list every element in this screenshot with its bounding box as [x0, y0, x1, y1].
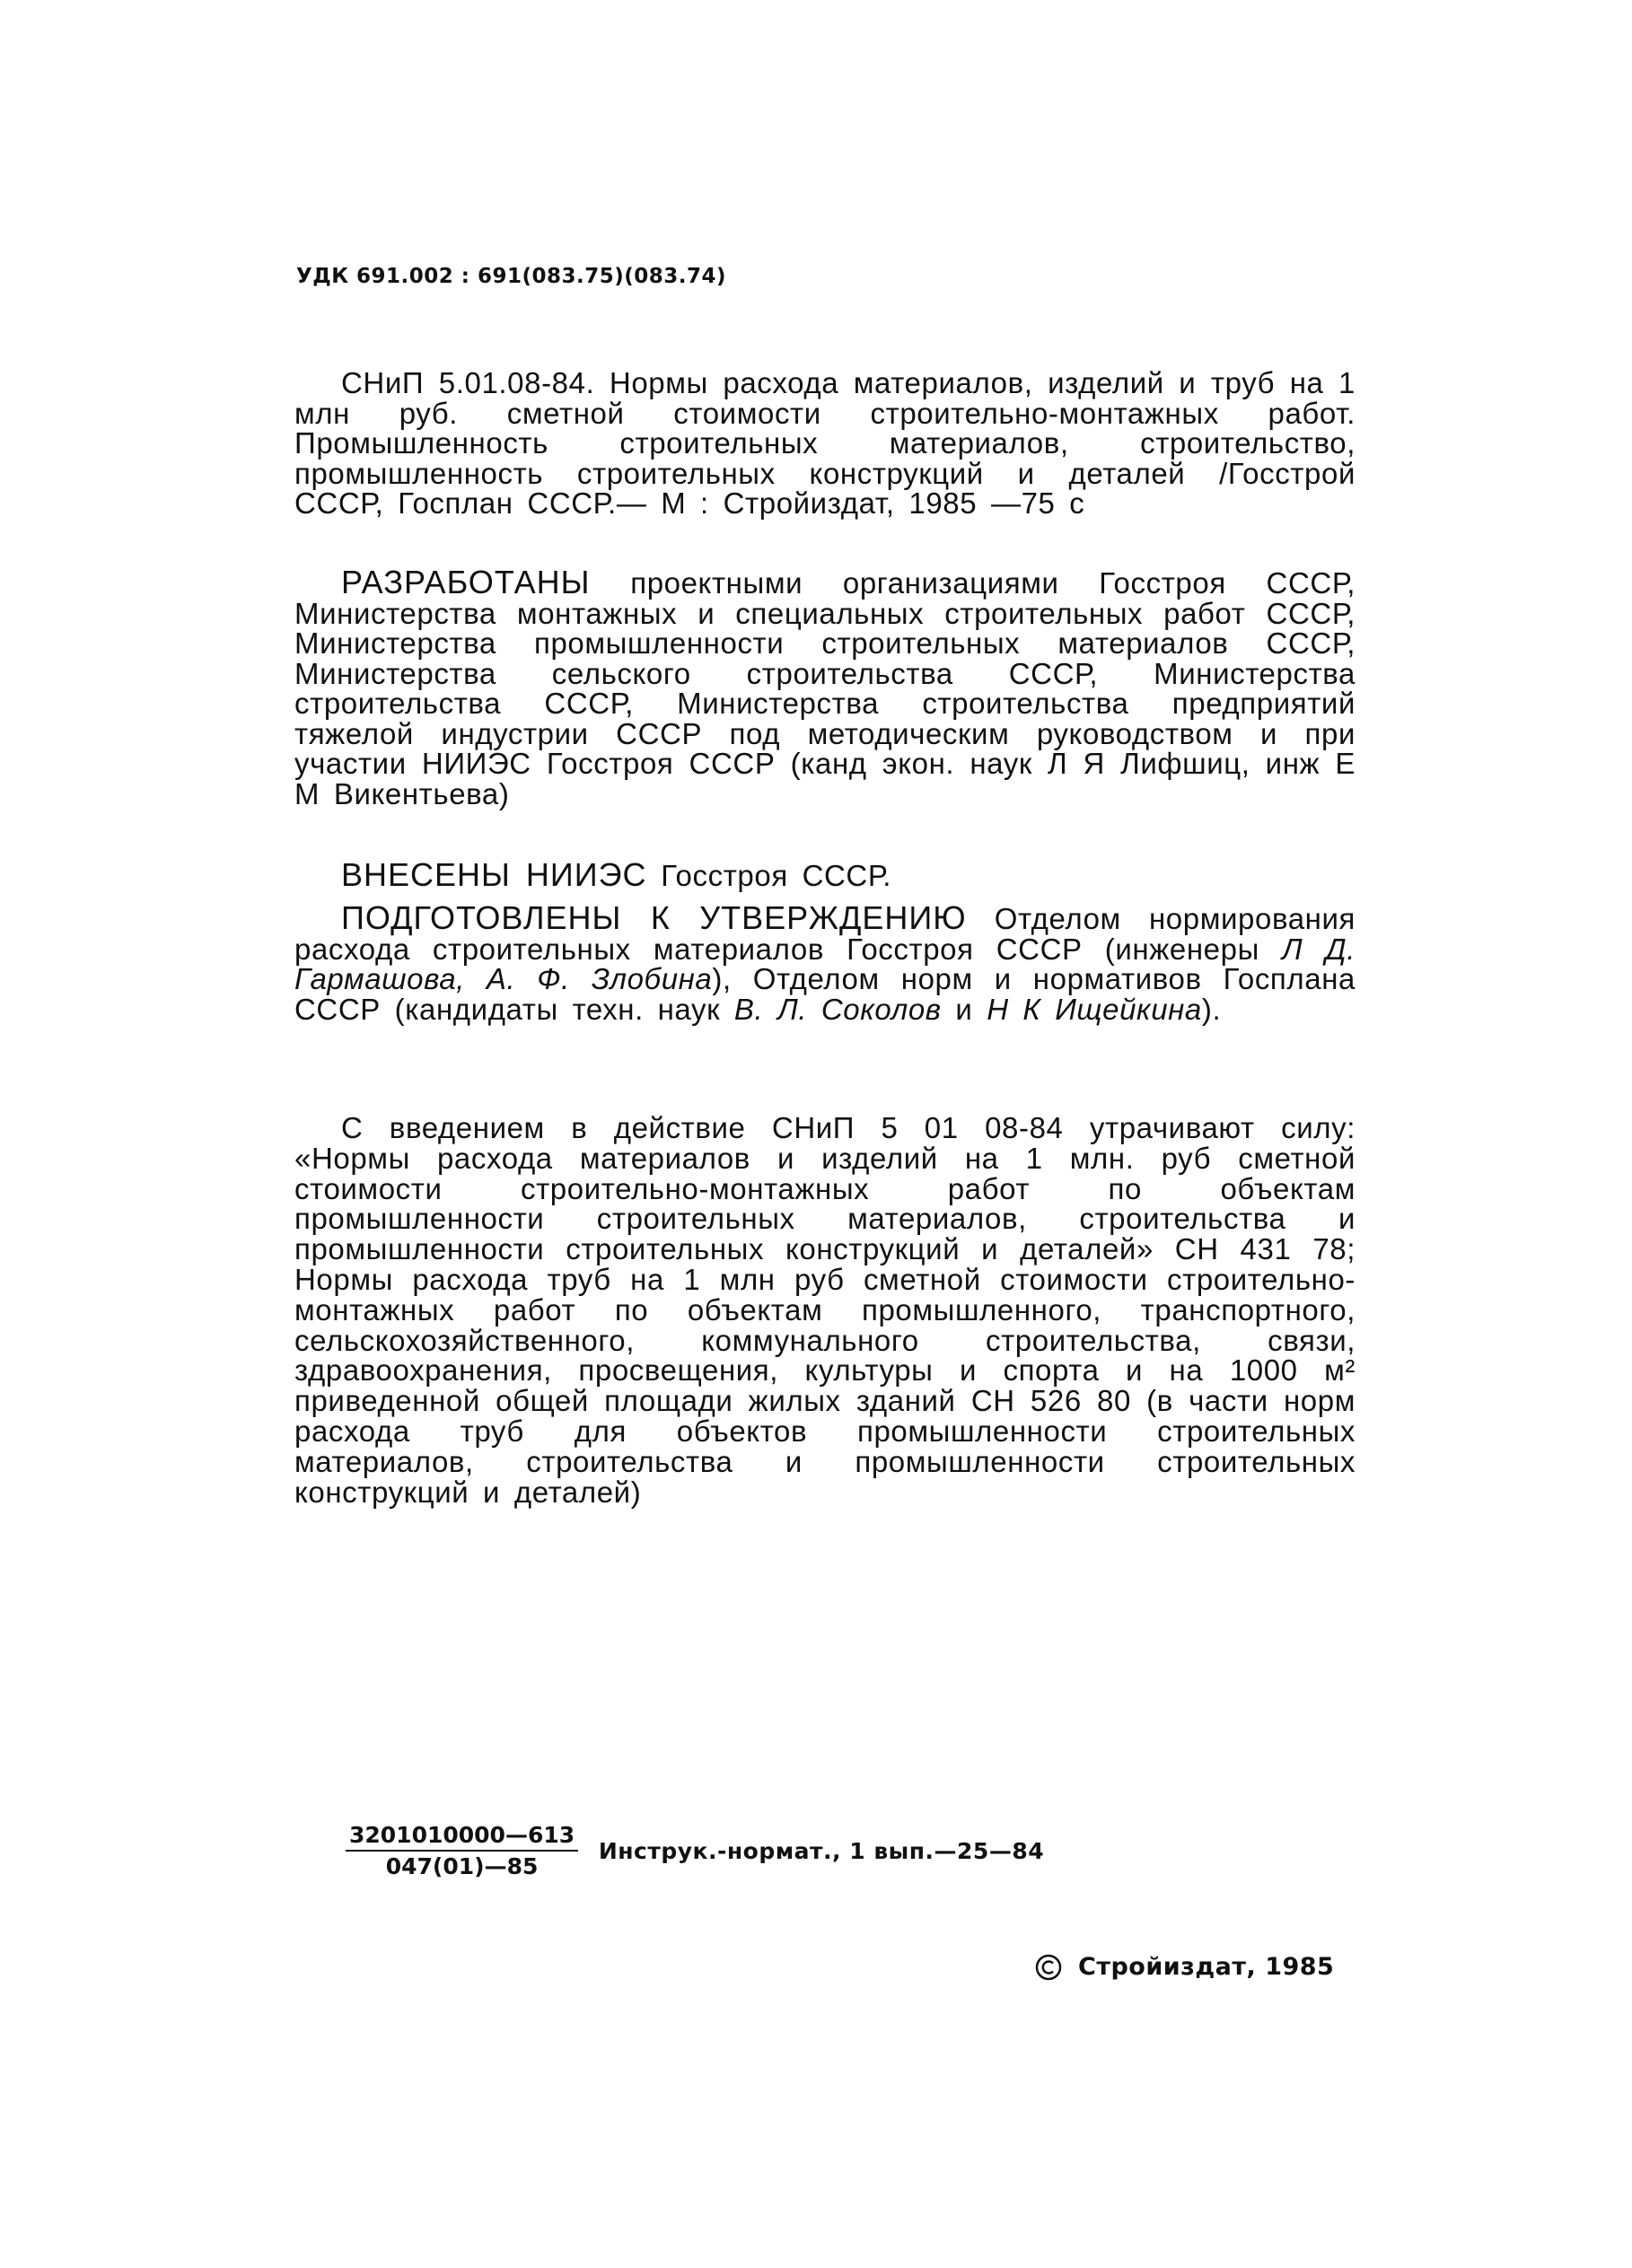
prepared-lead: ПОДГОТОВЛЕНЫ К УТВЕРЖДЕНИЮ: [341, 899, 967, 936]
submitted-paragraph: [294, 856, 1356, 893]
bibliographic-text: СНиП 5.01.08-84. Нормы расхода материалов, изделий и труб на 1 млн руб. сметной стоимости строительно-монтажных работ. Промышленность строительных материалов, строительство, промышленность строительных конструкций и деталей /Госстрой СССР, Госплан СССР.— М : Стройиздат, 1985 —75 с: [294, 366, 1356, 520]
prepared-text-1: Отделом нормирования расхода строительных материалов Госстроя СССР (инженеры: [294, 902, 1356, 966]
copyright-icon: [1035, 1954, 1062, 1981]
supersedes-text: С введением в действие СНиП 5 01 08-84 утрачивают силу: «Нормы расхода материалов и изделий на 1 млн. руб сметной стоимости строительно-монтажных работ по объектам промышленности строительных материалов, строительства и промышленности строительных конструкций и деталей» СН 431 78; Нормы расхода труб на 1 млн руб сметной стоимости строительно-монтажных работ по объектам промышленного, транспортного, сельскохозяйственного, коммунального строительства, связи, здравоохранения, просвещения, культуры и спорта и на 1000 м² приведенной общей площади жилых зданий СН 526 80 (в части норм расхода труб для объектов промышленности строительных материалов, строительства и промышленности строительных конструкций и деталей): [294, 1111, 1356, 1509]
developed-lead: РАЗРАБОТАНЫ: [341, 564, 591, 600]
prepared-engineers: Л Д. Гармашова, А. Ф. Злобина: [294, 932, 1356, 995]
prepared-text-3: и: [941, 992, 987, 1026]
publication-code: Инструк.-нормат., 1 вып.—25—84: [598, 1837, 1045, 1864]
bibliographic-paragraph: [294, 368, 1356, 519]
submitted-text: Госстроя СССР.: [646, 859, 892, 892]
prepared-text-2: ), Отделом норм и нормативов Госплана СССР (кандидаты техн. наук: [294, 962, 1356, 1026]
prepared-candidate-1: В. Л. Соколов: [733, 992, 942, 1026]
prepared-candidate-2: Н К Ищейкина: [987, 992, 1202, 1026]
prepared-paragraph: [294, 899, 1356, 1026]
developed-paragraph: [294, 564, 1356, 810]
supersedes-paragraph: [294, 1113, 1356, 1507]
copyright-holder: Стройиздат, 1985: [1078, 1953, 1335, 1981]
imprint-fraction: [346, 1822, 578, 1879]
imprint-code: [346, 1822, 1044, 1879]
copyright-line: [1035, 1953, 1334, 1981]
developed-text: проектными организациями Госстроя СССР, Министерства монтажных и специальных строительных работ СССР, Министерства промышленности строительных материалов СССР, Министерства сельского строительства СССР, Министерства строительства СССР, Министерства строительства предприятий тяжелой индустрии СССР под методическим руководством и при участии НИИЭС Госстроя СССР (канд экон. наук Л Я Лифшиц, инж Е М Викентьева): [294, 566, 1356, 810]
imprint-numerator: 3201010000—613: [346, 1822, 578, 1852]
submitted-lead: ВНЕСЕНЫ НИИЭС: [341, 856, 647, 893]
udk-code: УДК 691.002 : 691(083.75)(083.74): [296, 265, 727, 288]
prepared-text-4: ).: [1201, 992, 1222, 1026]
imprint-denominator: 047(01)—85: [385, 1853, 539, 1879]
